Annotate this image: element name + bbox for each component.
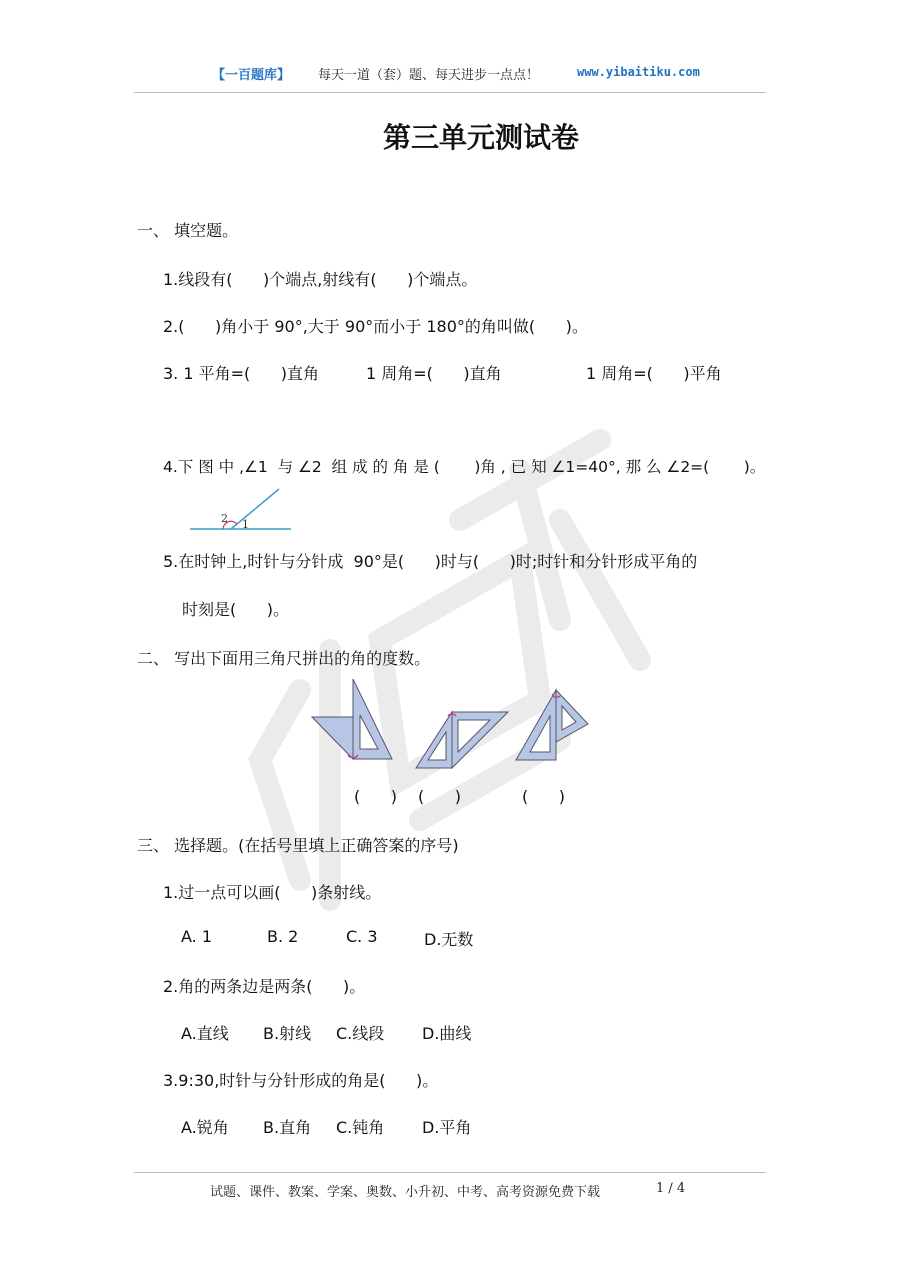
s1-question-3c: 1 周角=( )平角	[586, 364, 722, 383]
s3-q2-option-c: C.线段	[336, 1024, 385, 1043]
s1-question-1: 1.线段有( )个端点,射线有( )个端点。	[163, 270, 478, 289]
s3-q3-option-a: A.锐角	[181, 1118, 229, 1137]
s1-question-2: 2.( )角小于 90°,大于 90°而小于 180°的角叫做( )。	[163, 317, 588, 336]
header-slogan: 每天一道（套）题、每天进步一点点！	[318, 68, 540, 83]
s1-question-3a: 3. 1 平角=( )直角	[163, 364, 320, 383]
s3-q2-option-d: D.曲线	[422, 1024, 472, 1043]
s3-q1-option-a: A. 1	[181, 927, 213, 946]
s3-q2-option-a: A.直线	[181, 1024, 229, 1043]
s1-question-5-line2: 时刻是( )。	[182, 600, 290, 619]
angle-figure	[185, 486, 295, 536]
header-divider	[134, 92, 766, 93]
page-title: 第三单元测试卷	[382, 121, 579, 154]
s1-question-3b: 1 周角=( )直角	[366, 364, 502, 383]
angle-label-1: 1	[242, 518, 249, 531]
s3-q3-option-d: D.平角	[422, 1118, 472, 1137]
set-square-figure-2	[412, 702, 512, 772]
footer-divider	[134, 1172, 766, 1173]
s3-q1-option-b: B. 2	[267, 927, 299, 946]
s1-question-4: 4.下 图 中 ,∠1 与 ∠2 组 成 的 角 是 ( )角 , 已 知 ∠1=40°, 那 么 ∠2=( )。	[163, 458, 766, 476]
s3-q3-option-c: C.钝角	[336, 1118, 385, 1137]
s2-blank-1: ( )	[354, 787, 397, 806]
section2-heading: 二、 写出下面用三角尺拼出的角的度数。	[137, 649, 431, 668]
section1-heading: 一、 填空题。	[137, 221, 239, 240]
header-brand: 【一百题库】	[212, 68, 291, 83]
s1-question-5-line1: 5.在时钟上,时针与分针成 90°是( )时与( )时;时针和分针形成平角的	[163, 552, 698, 571]
page-number: 1 / 4	[656, 1181, 686, 1196]
section3-heading: 三、 选择题。(在括号里填上正确答案的序号)	[137, 836, 459, 855]
s3-q1-option-d: D.无数	[424, 930, 474, 949]
angle-label-2: 2	[221, 512, 228, 525]
s2-blank-3: ( )	[522, 787, 565, 806]
footer-text: 试题、课件、教案、学案、奥数、小升初、中考、高考资源免费下载	[210, 1185, 601, 1200]
page-header	[0, 64, 900, 84]
s3-q3-option-b: B.直角	[263, 1118, 312, 1137]
s3-question-1: 1.过一点可以画( )条射线。	[163, 883, 382, 902]
header-url-link[interactable]: www.yibaitiku.com	[577, 65, 700, 79]
s2-blank-2: ( )	[418, 787, 461, 806]
s3-question-2: 2.角的两条边是两条( )。	[163, 977, 366, 996]
s3-q1-option-c: C. 3	[346, 927, 378, 946]
s3-q2-option-b: B.射线	[263, 1024, 312, 1043]
set-square-figure-3	[512, 684, 592, 764]
set-square-figure-1	[308, 675, 398, 765]
s3-question-3: 3.9:30,时针与分针形成的角是( )。	[163, 1071, 439, 1090]
